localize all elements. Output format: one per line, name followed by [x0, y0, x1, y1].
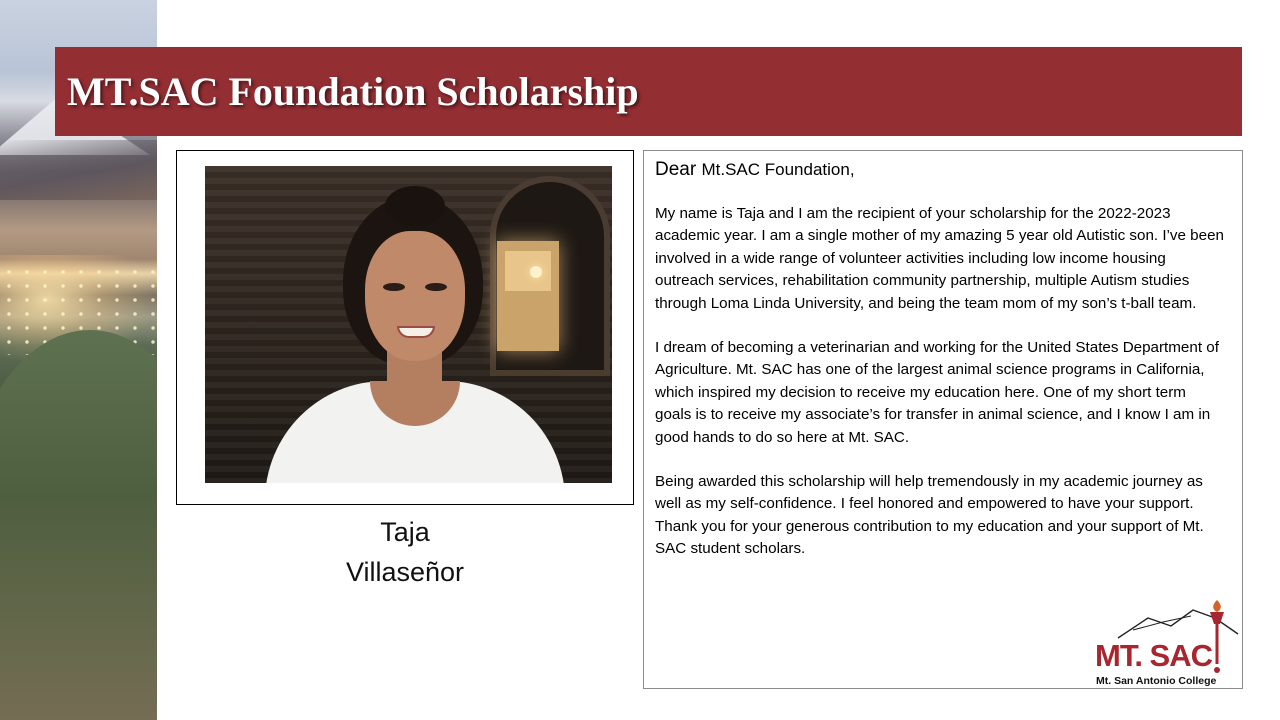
- title-banner: [55, 47, 1242, 136]
- letter-paragraph-3: Being awarded this scholarship will help tremendously in my academic journey as well as my self-confidence. I feel honored and empowered to have your support. Thank you for your generous contribution to my education and your support of Mt. SAC student scholars.: [655, 473, 1204, 558]
- logo-subtitle: Mt. San Antonio College: [1096, 675, 1217, 687]
- person-shirt: [265, 381, 565, 483]
- person-right-eye: [425, 283, 447, 291]
- person-left-eye: [383, 283, 405, 291]
- green-hill: [0, 330, 157, 720]
- person-face: [365, 231, 465, 361]
- letter-text: [655, 157, 1225, 583]
- recipient-photo: [205, 166, 612, 483]
- recipient-photo-frame: [176, 150, 634, 505]
- person-hair-bun: [385, 186, 445, 226]
- mountain-ridge: [0, 140, 157, 200]
- logo-wordmark: MT. SAC: [1095, 638, 1212, 673]
- mt-sac-logo: [1093, 596, 1243, 688]
- salutation-word: Dear: [655, 159, 697, 180]
- photo-person: [265, 186, 565, 483]
- recipient-name: [176, 512, 634, 592]
- letter-salutation: [655, 157, 1225, 183]
- salutation-org: Mt.SAC Foundation,: [701, 160, 855, 179]
- letter-paragraph-1: My name is Taja and I am the recipient of your scholarship for the 2022-2023 academic year. I am a single mother of my amazing 5 year old Autistic son. I’ve been involved in a wide range of volunteer activities including low income housing outreach services, rehabilitation community partnership, multiple Autism studies through Loma Linda University, and being the team mom of my son’s t-ball team.: [655, 205, 1224, 312]
- slide-title: MT.SAC Foundation Scholarship: [67, 69, 639, 114]
- person-smile: [397, 326, 435, 338]
- letter-paragraph-2: I dream of becoming a veterinarian and working for the United States Department of Agriculture. Mt. SAC has one of the largest animal science programs in California, which inspired my decision to receive my education here. One of my short term goals is to receive my associate’s for transfer in animal science, and I know I am in good hands to do so here at Mt. SAC.: [655, 339, 1219, 446]
- recipient-first-name: Taja: [380, 517, 430, 547]
- recipient-last-name: Villaseñor: [345, 557, 465, 587]
